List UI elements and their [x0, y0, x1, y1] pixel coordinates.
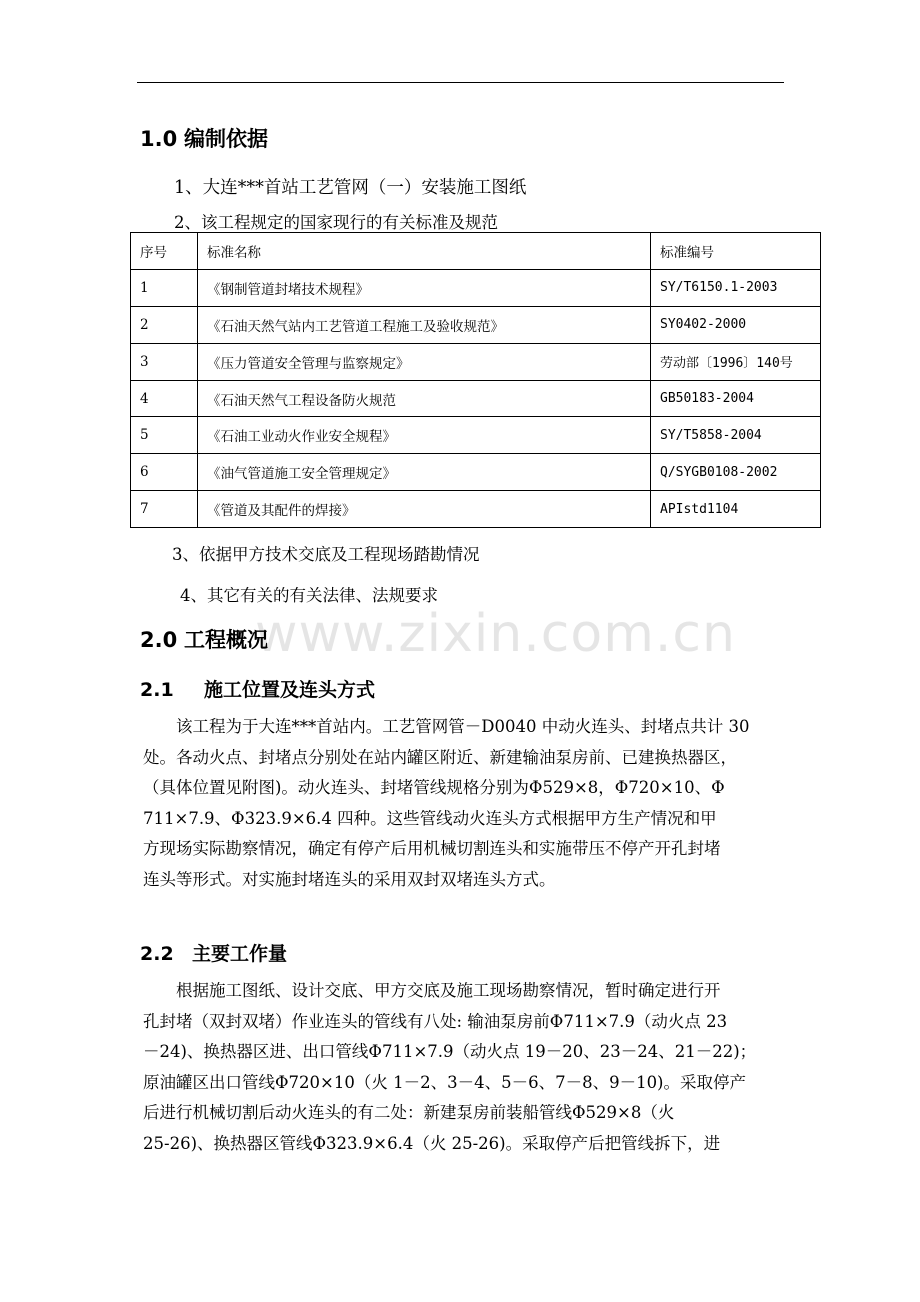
table-cell: 《压力管道安全管理与监察规定》 — [198, 343, 651, 380]
table-cell: 《石油天然气站内工艺管道工程施工及验收规范》 — [198, 306, 651, 343]
table-cell: 《石油天然气工程设备防火规范 — [198, 380, 651, 417]
table-cell: 2 — [131, 306, 198, 343]
table-cell: 1 — [131, 269, 198, 306]
paragraph-line: 该工程为于大连***首站内。工艺管网管－D0040 中动火连头、封堵点共计 30 — [143, 717, 750, 736]
table-cell: SY/T5858-2004 — [651, 417, 821, 454]
table-row — [131, 491, 821, 528]
table-cell: 劳动部〔1996〕140号 — [651, 343, 821, 380]
section-title: 编制依据 — [184, 127, 268, 151]
watermark: www.zixin.com.cn — [255, 604, 736, 664]
table-cell: 《石油工业动火作业安全规程》 — [198, 417, 651, 454]
header-cell: 标准名称 — [198, 233, 651, 270]
table-cell: 6 — [131, 454, 198, 491]
standards-table — [130, 232, 821, 528]
paragraph-line: 后进行机械切割后动火连头的有二处：新建泵房前装船管线Φ529×8（火 — [143, 1103, 675, 1122]
table-row — [131, 306, 821, 343]
basis-item-4: 4、其它有关的有关法律、法规要求 — [180, 586, 438, 605]
table-row — [131, 343, 821, 380]
table-header-row — [131, 233, 821, 270]
basis-item-1: 1、大连***首站工艺管网（一）安装施工图纸 — [174, 178, 527, 198]
section-title: 工程概况 — [184, 628, 268, 652]
paragraph-line: 连头等形式。对实施封堵连头的采用双封双堵连头方式。 — [143, 869, 556, 889]
table-row — [131, 269, 821, 306]
paragraph-line: 711×7.9、Φ323.9×6.4 四种。这些管线动火连头方式根据甲方生产情况和甲 — [143, 808, 717, 828]
table-cell: 《管道及其配件的焊接》 — [198, 491, 651, 528]
header-cell: 序号 — [131, 233, 198, 270]
subsection-title: 施工位置及连头方式 — [204, 679, 376, 701]
table-cell: APIstd1104 — [651, 491, 821, 528]
table-cell: 《钢制管道封堵技术规程》 — [198, 269, 651, 306]
header-rule — [137, 82, 784, 83]
basis-item-2: 2、该工程规定的国家现行的有关标准及规范 — [174, 213, 498, 232]
paragraph-line: －24)、换热器区进、出口管线Φ711×7.9（动火点 19－20、23－24、21－22)； — [143, 1042, 757, 1061]
section-number: 1.0 — [140, 127, 178, 151]
paragraph-line: 孔封堵（双封双堵）作业连头的管线有八处: 输油泵房前Φ711×7.9（动火点 23 — [143, 1011, 728, 1031]
paragraph-location — [143, 712, 783, 895]
table-row — [131, 454, 821, 491]
paragraph-line: 方现场实际勘察情况，确定有停产后用机械切割连头和实施带压不停产开孔封堵 — [143, 839, 721, 858]
section-2-heading — [140, 624, 268, 654]
subsection-2-1-heading — [140, 675, 375, 702]
section-number: 2.0 — [140, 628, 178, 652]
header-cell: 标准编号 — [651, 233, 821, 270]
table-cell: GB50183-2004 — [651, 380, 821, 417]
table-cell: 《油气管道施工安全管理规定》 — [198, 454, 651, 491]
paragraph-line: （具体位置见附图)。动火连头、封堵管线规格分别为Φ529×8，Φ720×10、Φ — [143, 778, 725, 797]
subsection-2-2-heading — [140, 939, 287, 966]
paragraph-line: 根据施工图纸、设计交底、甲方交底及施工现场勘察情况，暂时确定进行开 — [143, 981, 721, 1000]
table-cell: SY0402-2000 — [651, 306, 821, 343]
subsection-number: 2.2 — [140, 943, 174, 965]
section-1-heading — [140, 123, 268, 153]
paragraph-line: 处。各动火点、封堵点分别处在站内罐区附近、新建输油泵房前、已建换热器区， — [143, 747, 737, 767]
table-cell: SY/T6150.1-2003 — [651, 269, 821, 306]
table-cell: Q/SYGB0108-2002 — [651, 454, 821, 491]
table-row — [131, 380, 821, 417]
paragraph-line: 原油罐区出口管线Φ720×10（火 1－2、3－4、5－6、7－8、9－10)。采取停产 — [143, 1072, 746, 1092]
table-row — [131, 417, 821, 454]
basis-item-3: 3、依据甲方技术交底及工程现场踏勘情况 — [172, 545, 480, 564]
subsection-title: 主要工作量 — [192, 943, 288, 965]
table-cell: 5 — [131, 417, 198, 454]
paragraph-line: 25-26)、换热器区管线Φ323.9×6.4（火 25-26)。采取停产后把管线拆下，进 — [143, 1133, 721, 1153]
subsection-number: 2.1 — [140, 679, 174, 701]
table-cell: 7 — [131, 491, 198, 528]
table-cell: 4 — [131, 380, 198, 417]
table-cell: 3 — [131, 343, 198, 380]
paragraph-workload — [143, 976, 783, 1159]
